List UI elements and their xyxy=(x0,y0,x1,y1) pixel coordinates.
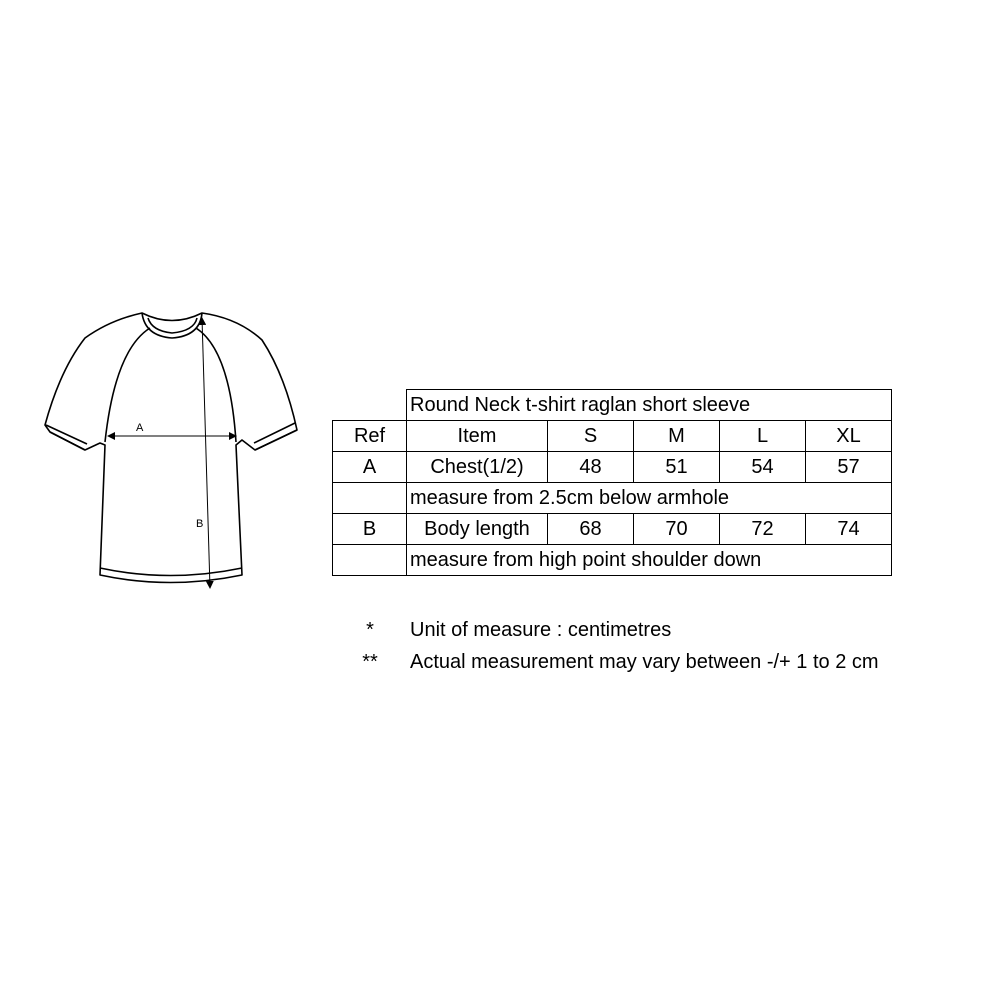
header-size-l: L xyxy=(720,421,806,452)
tshirt-diagram xyxy=(38,305,308,595)
value-cell: 57 xyxy=(806,452,892,483)
table-note-row xyxy=(333,545,892,576)
footnote-mark: * xyxy=(366,619,374,641)
value-cell: 70 xyxy=(634,514,720,545)
value-cell: 68 xyxy=(548,514,634,545)
sleeve-cuff-left xyxy=(46,425,87,450)
table-row xyxy=(333,452,892,483)
header-size-m: M xyxy=(634,421,720,452)
header-ref: Ref xyxy=(333,421,407,452)
table-title-row xyxy=(333,390,892,421)
label-b: B xyxy=(196,518,204,530)
footnote-text: Actual measurement may vary between -/+ 1 to 2 cm xyxy=(410,651,879,673)
header-size-xl: XL xyxy=(806,421,892,452)
value-cell: 72 xyxy=(720,514,806,545)
measure-note: measure from high point shoulder down xyxy=(407,545,892,576)
value-cell: 54 xyxy=(720,452,806,483)
footnote-mark: ** xyxy=(362,651,378,673)
table-row xyxy=(333,514,892,545)
body-length-arrow xyxy=(202,318,210,588)
blank-corner-cell xyxy=(333,390,407,421)
ref-cell xyxy=(333,545,407,576)
raglan-seam-right xyxy=(196,328,236,442)
sleeve-cuff-right xyxy=(254,423,297,450)
header-item: Item xyxy=(407,421,548,452)
measure-note: measure from 2.5cm below armhole xyxy=(407,483,892,514)
value-cell: 74 xyxy=(806,514,892,545)
table-note-row xyxy=(333,483,892,514)
label-a: A xyxy=(136,422,144,434)
footnote-text: Unit of measure : centimetres xyxy=(410,619,672,641)
value-cell: 48 xyxy=(548,452,634,483)
ref-cell: A xyxy=(333,452,407,483)
value-cell: 51 xyxy=(634,452,720,483)
item-cell: Chest(1/2) xyxy=(407,452,548,483)
size-chart-table xyxy=(332,389,892,576)
ref-cell xyxy=(333,483,407,514)
ref-cell: B xyxy=(333,514,407,545)
table-header-row xyxy=(333,421,892,452)
table-title: Round Neck t-shirt raglan short sleeve xyxy=(407,390,892,421)
item-cell: Body length xyxy=(407,514,548,545)
header-size-s: S xyxy=(548,421,634,452)
hem xyxy=(100,568,242,576)
